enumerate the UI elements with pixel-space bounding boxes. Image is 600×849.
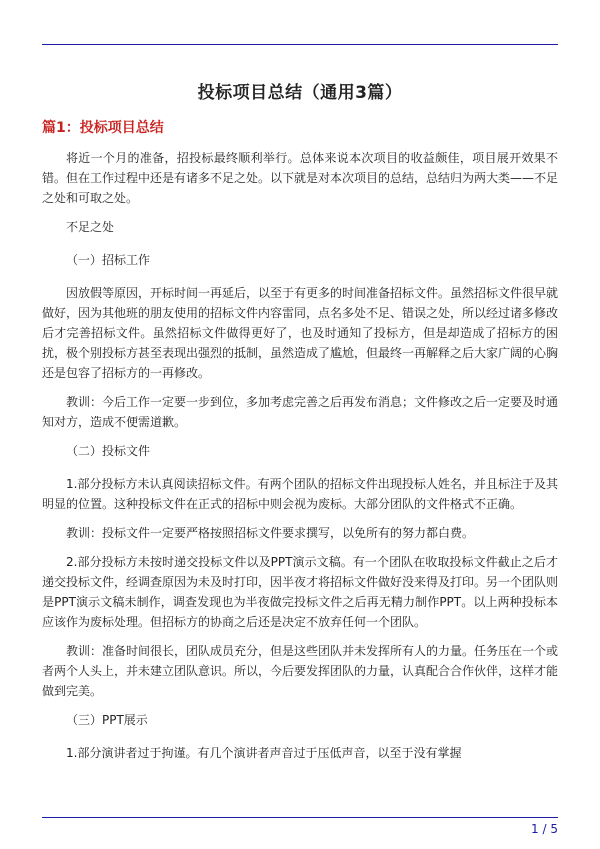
section-heading: 篇1：投标项目总结 bbox=[42, 120, 164, 136]
paragraph-bid-1: 1.部分投标方未认真阅读招标文件。有两个团队的招标文件出现投标人姓名，并且标注于及其明显的位置。这种投标文件在正式的招标中则会视为废标。大部分团队的文件格式不正确。 bbox=[42, 477, 558, 511]
paragraph-lesson-2: 教训：投标文件一定要严格按照招标文件要求撰写，以免所有的努力都白费。 bbox=[66, 526, 475, 540]
document-title: 投标项目总结（通用3篇） bbox=[197, 83, 403, 103]
subheading-ppt: （三）PPT展示 bbox=[66, 713, 148, 727]
paragraph-tendering: 因放假等原因，开标时间一再延后，以至于有更多的时间准备招标文件。虽然招标文件很早就做好，因为其他班的朋友使用的招标文件内容雷同，点名多处不足、错误之处，所以经过诸多修改后才完善招标文件。虽然招标文件做得更好了，也及时通知了投标方，但是却造成了招标方的困扰，极个别投标方甚至表现出强烈的抵制，虽然造成了尴尬，但最终一再解释之后大家广阔的心胸还是包容了招标方的一再修改。 bbox=[42, 286, 559, 380]
paragraph-ppt-1: 1.部分演讲者过于拘谨。有几个演讲者声音过于压低声音，以至于没有掌握 bbox=[66, 746, 462, 760]
paragraph-intro: 将近一个月的准备，招投标最终顺利举行。总体来说本次项目的收益颇佳，项目展开效果不错。但在工作过程中还是有诸多不足之处。以下就是对本次项目的总结，总结归为两大类——不足之处和可取之处。 bbox=[42, 151, 559, 205]
subheading-bid-documents: （二）投标文件 bbox=[66, 444, 151, 458]
document-body bbox=[42, 148, 558, 763]
subheading-tendering-work: （一）招标工作 bbox=[66, 253, 151, 267]
page-number: 1 / 5 bbox=[531, 822, 558, 836]
header-rule bbox=[42, 44, 558, 45]
paragraph-lesson-3: 教训：准备时间很长，团队成员充分，但是这些团队并未发挥所有人的力量。任务压在一个或者两个人头上，并未建立团队意识。所以，今后要发挥团队的力量，认真配合合作伙伴，这样才能做到完美。 bbox=[42, 644, 559, 698]
paragraph-bid-2: 2.部分投标方未按时递交投标文件以及PPT演示文稿。有一个团队在收取投标文件截止之后才递交投标文件，经调查原因为未及时打印，因半夜才将招标文件做好没来得及打印。另一个团队则是PPT演示文稿未制作，调查发现也为半夜做完投标文件之后再无精力制作PPT。以上两种投标本应该作为废标处理。但招标方的协商之后还是决定不放弃任何一个团队。 bbox=[42, 555, 559, 629]
paragraph-lesson-1: 教训：今后工作一定要一步到位，多加考虑完善之后再发布消息；文件修改之后一定要及时通知对方，造成不便需道歉。 bbox=[42, 395, 559, 429]
subheading-shortcomings: 不足之处 bbox=[66, 220, 115, 234]
footer-rule bbox=[42, 817, 558, 818]
